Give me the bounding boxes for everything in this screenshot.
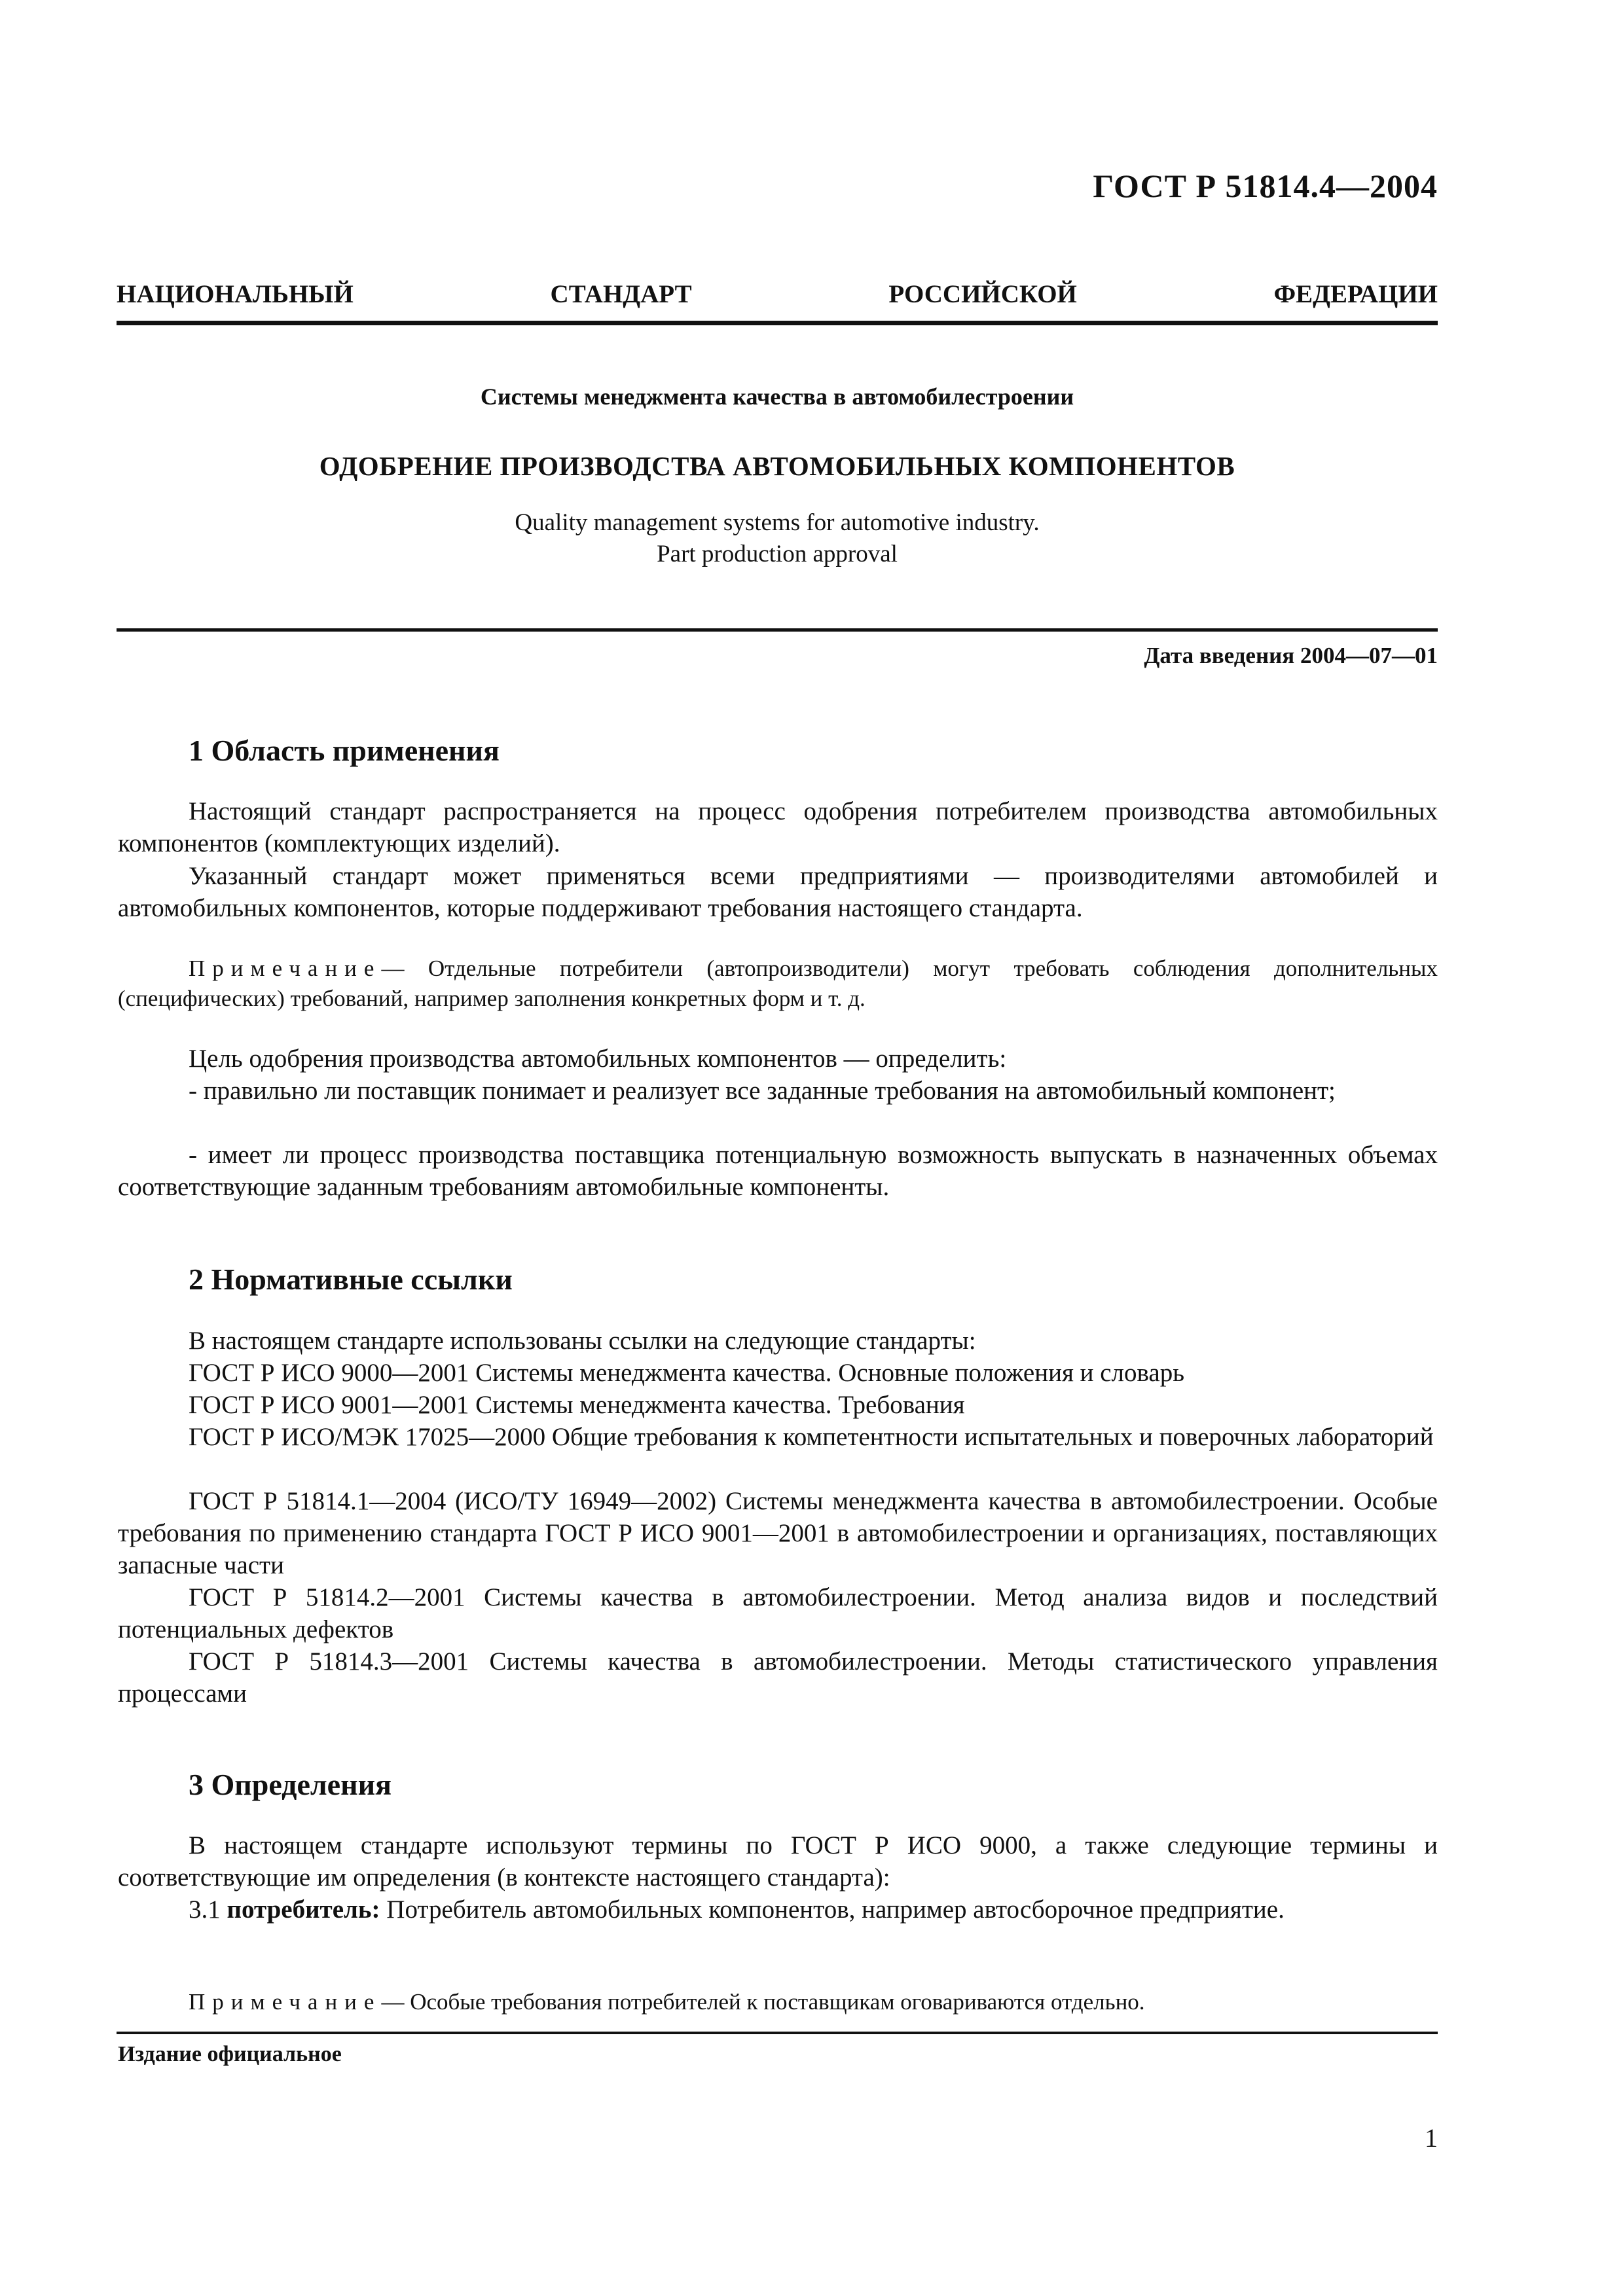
standard-subtitle: Системы менеджмента качества в автомобилестроении (480, 384, 1074, 410)
reference-item: ГОСТ Р 51814.3—2001 Системы качества в автомобилестроении. Методы статистического управления процессами (118, 1647, 1438, 1708)
note-label: Примечание (189, 956, 382, 981)
page-number: 1 (1425, 2123, 1438, 2153)
section-1-note (118, 954, 1438, 1014)
reference-item: ГОСТ Р 51814.1—2004 (ИСО/ТУ 16949—2002) Системы менеджмента качества в автомобилестроении. Особые требования по применению стандарта ГОСТ Р ИСО 9001—2001 в автомобилестроении и организациях, поставляющих запасные части (118, 1487, 1438, 1579)
note-text: — Отдельные потребители (автопроизводители) могут требовать соблюдения дополнительных (специфических) требований, например заполнения конкретных форм и т. д. (118, 956, 1438, 1011)
section-2-heading: 2 Нормативные ссылки (189, 1263, 513, 1296)
section-3-note (118, 1987, 1438, 2017)
english-title-line-2: Part production approval (657, 541, 898, 567)
section-1-paragraph-2: Указанный стандарт может применяться всеми предприятиями — производителями автомобилей и автомобильных компонентов, которые поддерживают требования настоящего стандарта. (118, 862, 1438, 922)
section-1-bullet-1: - правильно ли поставщик понимает и реализует все заданные требования на автомобильный компонент; (189, 1077, 1336, 1105)
definition-text: Потребитель автомобильных компонентов, например автосборочное предприятие. (386, 1895, 1285, 1924)
definition-term: потребитель: (227, 1895, 380, 1924)
reference-item: ГОСТ Р 51814.2—2001 Системы качества в автомобилестроении. Метод анализа видов и последствий потенциальных дефектов (118, 1583, 1438, 1643)
section-3-intro: В настоящем стандарте используют термины по ГОСТ Р ИСО 9000, а также следующие термины и соответствующие им определения (в контексте настоящего стандарта): (118, 1831, 1438, 1892)
english-title (117, 507, 1438, 570)
section-1-paragraph-3: Цель одобрения производства автомобильных компонентов — определить: (189, 1045, 1007, 1073)
date-introduced: Дата введения 2004—07—01 (1144, 643, 1438, 668)
english-title-line-1: Quality management systems for automotive industry. (515, 509, 1040, 536)
section-1-bullet-2: - имеет ли процесс производства поставщика потенциальную возможность выпускать в назначенных объемах соответствующие заданным требованиям автомобильные компоненты. (118, 1141, 1438, 1201)
note-text: — Особые требования потребителей к поставщикам оговариваются отдельно. (381, 1989, 1145, 2015)
standard-title: ОДОБРЕНИЕ ПРОИЗВОДСТВА АВТОМОБИЛЬНЫХ КОМПОНЕНТОВ (319, 451, 1235, 481)
title-rule (117, 628, 1438, 632)
reference-item: ГОСТ Р ИСО 9000—2001 Системы менеджмента качества. Основные положения и словарь (189, 1359, 1185, 1387)
reference-item: ГОСТ Р ИСО 9001—2001 Системы менеджмента качества. Требования (189, 1391, 965, 1419)
section-2-intro: В настоящем стандарте использованы ссылки на следующие стандарты: (189, 1327, 976, 1355)
official-edition-label: Издание официальное (118, 2042, 342, 2066)
section-1-paragraph-1: Настоящий стандарт распространяется на процесс одобрения потребителем производства автомобильных компонентов (комплектующих изделий). (118, 797, 1438, 857)
note-label: Примечание (189, 1989, 382, 2015)
gost-code: ГОСТ Р 51814.4—2004 (1093, 168, 1438, 204)
definition-3-1 (118, 1893, 1438, 1926)
header-rule (117, 321, 1438, 325)
reference-item: ГОСТ Р ИСО/МЭК 17025—2000 Общие требования к компетентности испытательных и поверочных лабораторий (189, 1423, 1434, 1451)
section-1-heading: 1 Область применения (189, 734, 500, 767)
footer-rule (117, 2032, 1438, 2034)
national-standard-banner: НАЦИОНАЛЬНЫЙ СТАНДАРТ РОССИЙСКОЙ ФЕДЕРАЦИИ (117, 280, 1438, 308)
section-3-heading: 3 Определения (189, 1768, 392, 1801)
definition-number: 3.1 (189, 1895, 221, 1924)
